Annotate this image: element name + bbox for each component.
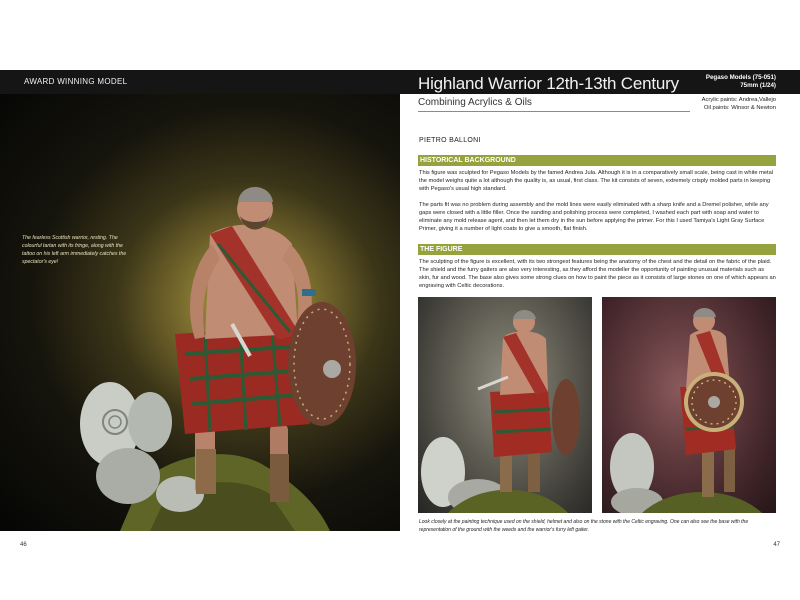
section-heading-historical: HISTORICAL BACKGROUND: [418, 155, 776, 166]
kit-info: [706, 74, 776, 91]
section-label: AWARD WINNING MODEL: [24, 77, 128, 86]
photos-caption: Look closely at the painting technique used on the shield, helmet and also on the stone with the Celtic engraving. One can also see the base with the representation of the ground with the weeds and the warrior's furry left gaiter.: [419, 519, 749, 533]
paints-info: [702, 97, 776, 113]
magazine-spread: [0, 70, 800, 552]
left-page: [0, 70, 400, 552]
section-heading-figure: THE FIGURE: [418, 244, 776, 255]
author-name: PIETRO BALLONI: [419, 137, 481, 144]
warrior-side-illustration: [602, 297, 776, 513]
scale: 75mm (1/24): [740, 82, 776, 90]
warrior-front-illustration: [418, 297, 592, 513]
left-page-number: 46: [20, 542, 27, 548]
main-warrior-photo: [0, 94, 400, 531]
paragraph: The sculpting of the figure is excellent, with its two strongest features being the anatomy of the chest and the detail on the fabric of the plaid. The shield and the furry gaiters are also very interesting, as they afford the modeller the opportunity of painting unusual materials such as skin, fur and wood. The base also gives some strong clues on how to paint the piece as it consists of large stones on one of which appears an engraving with Celtic decorations.: [419, 259, 776, 290]
right-header-bar: [400, 70, 800, 94]
paragraph: The parts fit was no problem during assembly and the mold lines were easily eliminated with a sharp knife and a Dremel polisher, while any gaps were closed with a little filler. Once the sanding and polishing process were completed, I washed each part with soap and water to eliminate any mold release agent, and then let them dry in the sun before applying the primer. For this I used Tamiya's Light Gray Surface Primer, giving it a number of light coats to give a smooth, flat finish.: [419, 202, 769, 233]
article-title: Highland Warrior 12th-13th Century: [418, 74, 679, 93]
left-photo-caption: The fearless Scottish warrior, resting. The colourful tartan with its fringe, along with the tattoo on his left arm immediately catches the spectator's eye!: [22, 235, 127, 266]
acrylic-paints: Acrylic paints: Andrea,Vallejo: [701, 97, 776, 103]
warrior-figure-illustration: [0, 94, 400, 531]
left-header-bar: [0, 70, 400, 94]
right-page-number: 47: [773, 542, 780, 548]
oil-paints: Oil paints: Winsor & Newton: [703, 104, 776, 111]
subtitle-divider: [418, 111, 690, 112]
figure-photo-front: [418, 297, 592, 513]
article-subtitle: Combining Acrylics & Oils: [418, 97, 532, 108]
right-page: [400, 70, 800, 552]
figure-photo-side: [602, 297, 776, 513]
paragraph: This figure was sculpted for Pegaso Models by the famed Andrea Jula. Although it is in a comparatively small scale, being cast in white metal the model weighs quite a lot although the quality is, as usual, first class. The kit consists of seven, extremely crisply molded parts in keeping with Pegaso's usual high standard.: [419, 170, 774, 193]
publisher: Pegaso Models (75-051): [705, 74, 776, 81]
